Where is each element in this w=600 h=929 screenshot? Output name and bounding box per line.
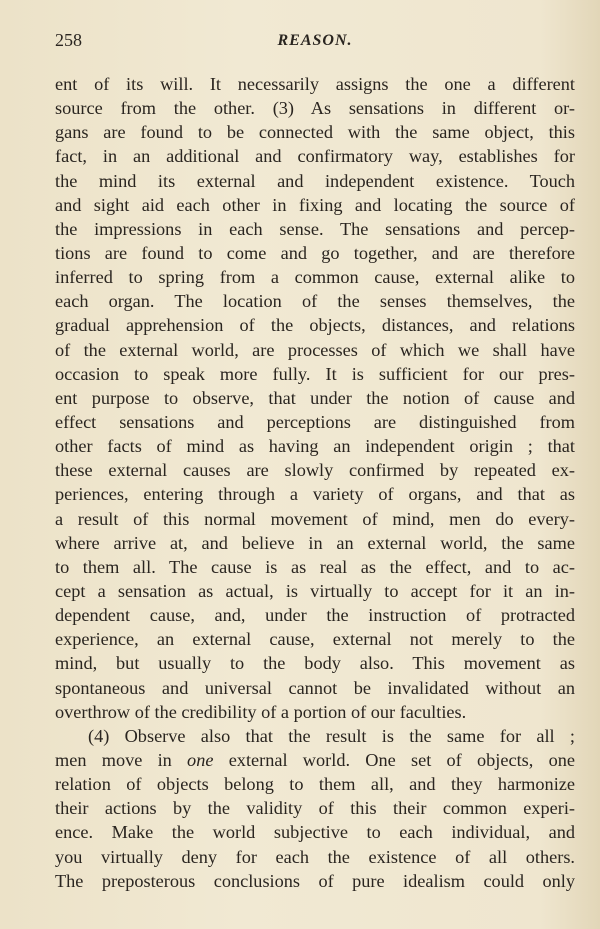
- text-line: gradual apprehension of the objects, distances, and relations: [55, 315, 575, 336]
- text-line: a result of this normal movement of mind, men do every-: [55, 508, 575, 529]
- text-line: experience, an external cause, external not merely to the: [55, 629, 575, 650]
- text-line: you virtually deny for each the existence of all others.: [55, 846, 575, 867]
- page-header: [55, 30, 575, 54]
- text-line: The preposterous conclusions of pure idealism could only: [55, 870, 575, 891]
- text-line: dependent cause, and, under the instruction of protracted: [55, 605, 575, 626]
- text-line: spontaneous and universal cannot be invalidated without an: [55, 677, 575, 698]
- paragraph-2: [55, 724, 575, 893]
- text-line: these external causes are slowly confirmed by repeated ex-: [55, 460, 575, 481]
- text-line: their actions by the validity of this their common experi-: [55, 798, 575, 819]
- text-line: where arrive at, and believe in an external world, the same: [55, 532, 575, 553]
- text-line: effect sensations and perceptions are distinguished from: [55, 411, 575, 432]
- paragraph-1: [55, 72, 575, 724]
- text-line: [55, 748, 575, 772]
- text-line: mind, but usually to the body also. This movement as: [55, 653, 575, 674]
- text-span: men move in: [55, 749, 188, 770]
- text-line: occasion to speak more fully. It is sufficient for our pres-: [55, 363, 575, 384]
- page-number: 258: [55, 30, 82, 50]
- text-line: the impressions in each sense. The sensations and percep-: [55, 218, 575, 239]
- text-line: inferred to spring from a common cause, external alike to: [55, 267, 575, 288]
- text-line: cept a sensation as actual, is virtually to accept for it an in-: [55, 580, 575, 601]
- text-line: to them all. The cause is as real as the effect, and to ac-: [55, 556, 575, 577]
- text-line: relation of objects belong to them all, and they harmonize: [55, 774, 575, 795]
- emphasis: one: [187, 749, 214, 770]
- text-line: overthrow of the credibility of a portion of our faculties.: [55, 701, 467, 722]
- text-line: ence. Make the world subjective to each individual, and: [55, 822, 575, 843]
- text-line: of the external world, are processes of which we shall have: [55, 339, 575, 360]
- text-line: (4) Observe also that the result is the same for all ;: [88, 725, 575, 746]
- text-line: the mind its external and independent existence. Touch: [55, 170, 575, 191]
- text-line: each organ. The location of the senses themselves, the: [55, 291, 575, 312]
- text-span: external world. One set of objects, one: [213, 749, 575, 770]
- text-line: ent purpose to observe, that under the notion of cause and: [55, 387, 575, 408]
- text-line: tions are found to come and go together, and are therefore: [55, 242, 575, 263]
- text-line: gans are found to be connected with the same object, this: [55, 122, 575, 143]
- text-line: other facts of mind as having an independent origin ; that: [55, 436, 575, 457]
- running-title: REASON.: [277, 32, 353, 49]
- text-line: and sight aid each other in fixing and locating the source of: [55, 194, 575, 215]
- page-body: [55, 72, 575, 893]
- text-line: source from the other. (3) As sensations in different or-: [55, 98, 575, 119]
- text-line: fact, in an additional and confirmatory way, establishes for: [55, 146, 575, 167]
- text-line: ent of its will. It necessarily assigns the one a different: [55, 74, 575, 94]
- text-line: periences, entering through a variety of organs, and that as: [55, 484, 575, 505]
